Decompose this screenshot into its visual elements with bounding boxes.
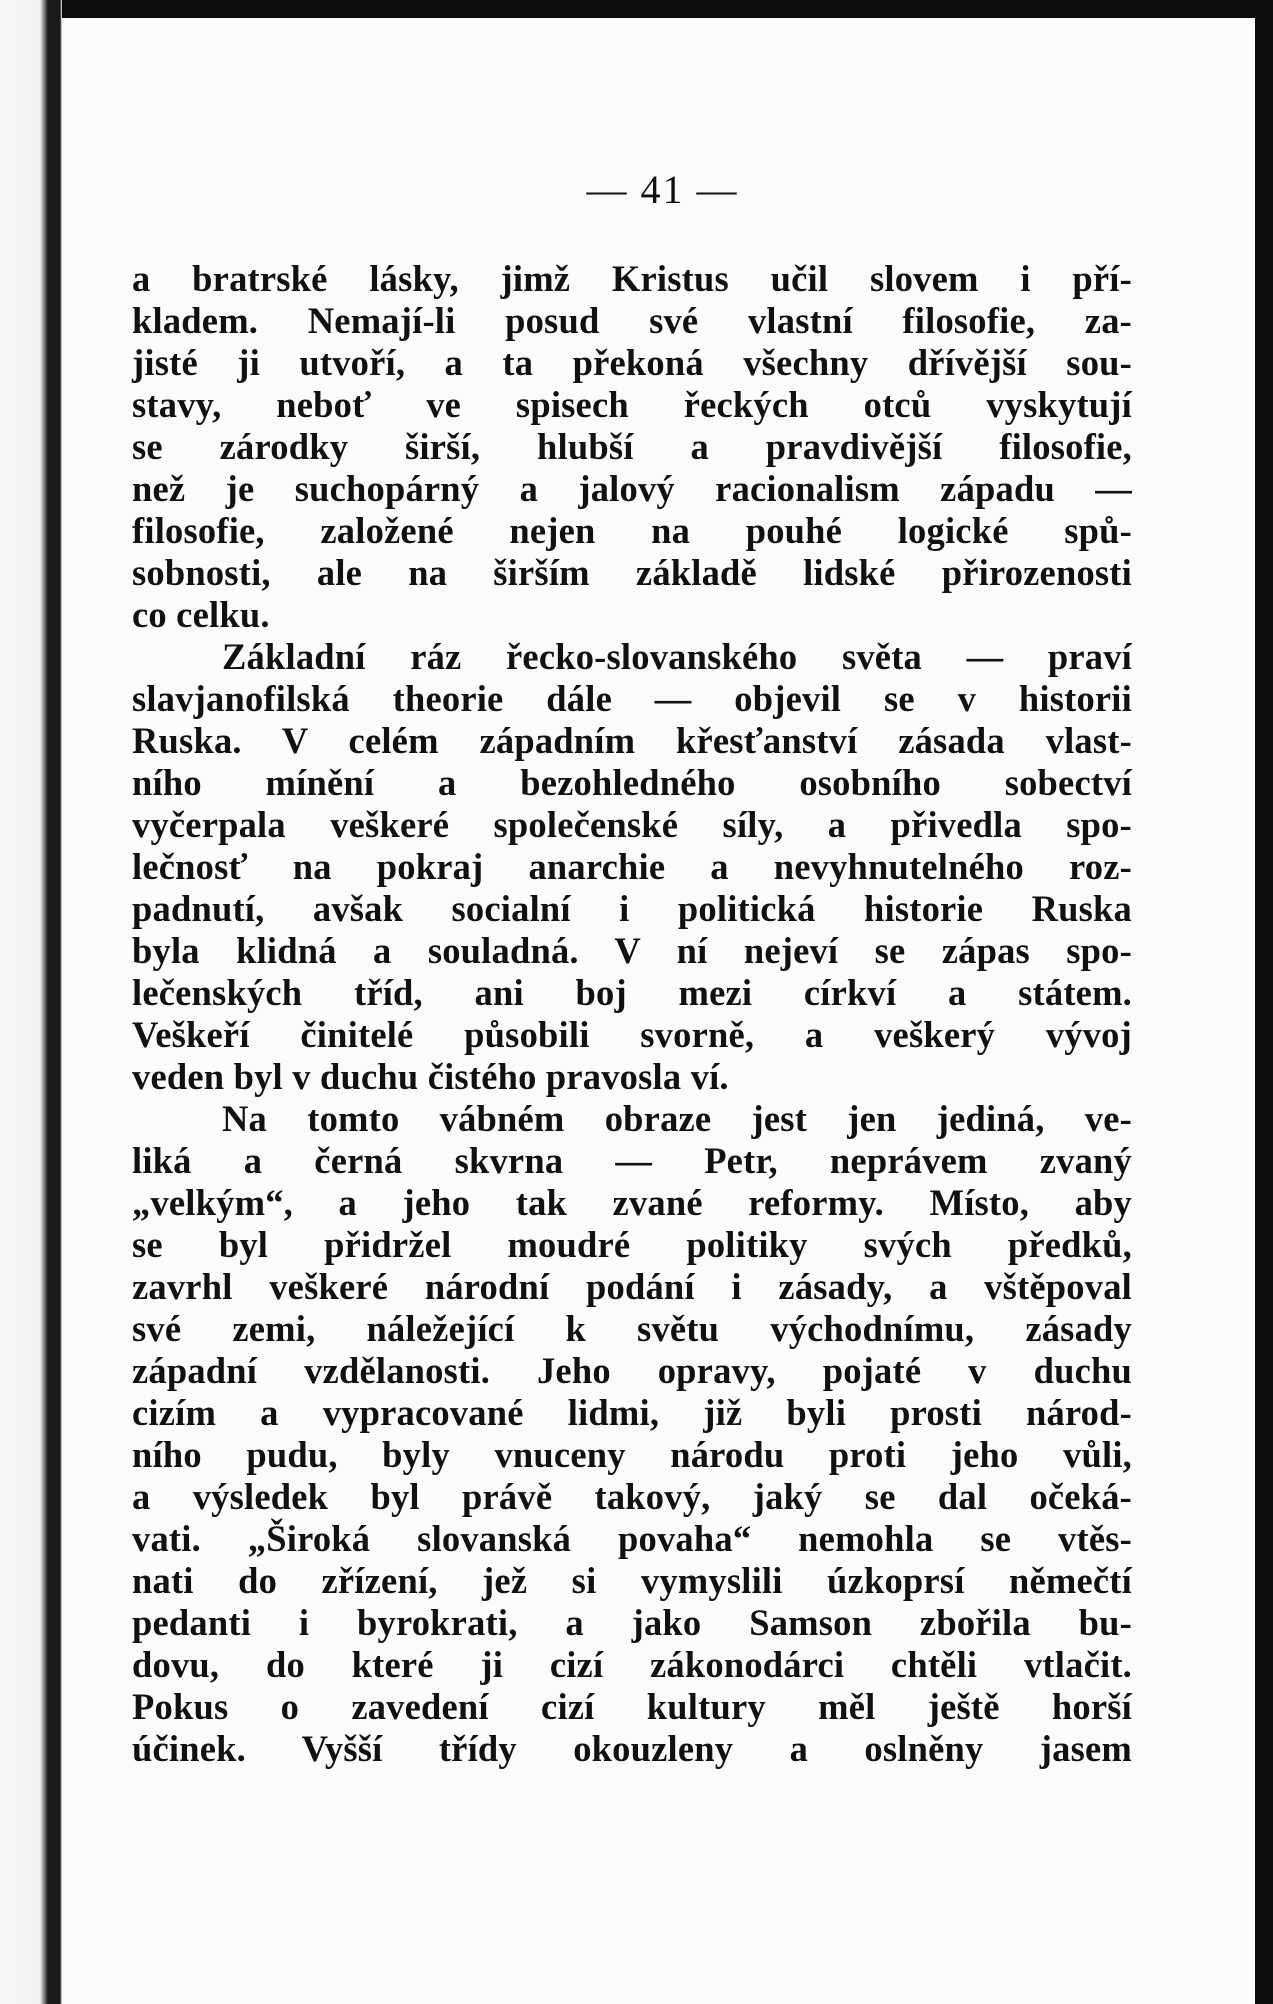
page-number: — 41 — xyxy=(586,167,739,212)
text-line: kladem. Nemají-li posud své vlastní filosofie, za- xyxy=(132,300,1132,341)
book-page xyxy=(62,18,1255,2004)
text-line: své zemi, náležející k světu východnímu, zásady xyxy=(132,1308,1132,1349)
text-line: lečnosť na pokraj anarchie a nevyhnutelného roz- xyxy=(132,846,1132,887)
text-line: vyčerpala veškeré společenské síly, a přivedla spo- xyxy=(132,804,1132,845)
paragraph-first-line: Na tomto vábném obraze jest jen jediná, ve- xyxy=(222,1098,1132,1139)
text-line: se byl přidržel moudré politiky svých předků, xyxy=(132,1224,1132,1265)
text-line: stavy, neboť ve spisech řeckých otců vyskytují xyxy=(132,384,1132,425)
text-line: „velkým“, a jeho tak zvané reformy. Místo, aby xyxy=(132,1182,1132,1223)
text-line: dovu, do které ji cizí zákonodárci chtěli vtlačit. xyxy=(132,1644,1132,1685)
text-line: Veškeří činitelé působili svorně, a veškerý vývoj xyxy=(132,1014,1132,1055)
text-line: než je suchopárný a jalový racionalism západu — xyxy=(132,468,1132,509)
text-line: filosofie, založené nejen na pouhé logické spů- xyxy=(132,510,1132,551)
text-line: byla klidná a souladná. V ní nejeví se zápas spo- xyxy=(132,930,1132,971)
scan-edge-top xyxy=(0,0,1273,18)
text-line: padnutí, avšak socialní i politická historie Ruska xyxy=(132,888,1132,929)
text-line: Pokus o zavedení cizí kultury měl ještě horší xyxy=(132,1686,1132,1727)
text-line: veden byl v duchu čistého pravosla ví. xyxy=(132,1056,729,1097)
text-line: co celku. xyxy=(132,594,270,635)
paragraph-first-line: Základní ráz řecko-slovanského světa — praví xyxy=(222,636,1132,677)
text-line: a bratrské lásky, jimž Kristus učil slovem i pří- xyxy=(132,258,1132,299)
text-line: ního mínění a bezohledného osobního sobectví xyxy=(132,762,1132,803)
text-line: západní vzdělanosti. Jeho opravy, pojaté v duchu xyxy=(132,1350,1132,1391)
text-line: vati. „Široká slovanská povaha“ nemohla se vtěs- xyxy=(132,1518,1132,1559)
text-line: slavjanofilská theorie dále — objevil se v historii xyxy=(132,678,1132,719)
text-line: liká a černá skvrna — Petr, neprávem zvaný xyxy=(132,1140,1132,1181)
text-line: účinek. Vyšší třídy okouzleny a oslněny jasem xyxy=(132,1728,1132,1769)
text-line: pedanti i byrokrati, a jako Samson zbořila bu- xyxy=(132,1602,1132,1643)
body-text xyxy=(132,258,1132,1770)
text-line: jisté ji utvoří, a ta překoná všechny dřívější sou- xyxy=(132,342,1132,383)
text-line: ního pudu, byly vnuceny národu proti jeho vůli, xyxy=(132,1434,1132,1475)
scan-edge-left xyxy=(0,0,62,2004)
text-line: a výsledek byl právě takový, jaký se dal očeká- xyxy=(132,1476,1132,1517)
text-line: se zárodky širší, hlubší a pravdivější filosofie, xyxy=(132,426,1132,467)
text-line: cizím a vypracované lidmi, již byli prosti národ- xyxy=(132,1392,1132,1433)
text-line: lečenských tříd, ani boj mezi církví a státem. xyxy=(132,972,1132,1013)
text-line: nati do zřízení, jež si vymyslili úzkoprsí němečtí xyxy=(132,1560,1132,1601)
text-line: Ruska. V celém západním křesťanství zásada vlast- xyxy=(132,720,1132,761)
text-line: sobnosti, ale na širším základě lidské přirozenosti xyxy=(132,552,1132,593)
text-line: zavrhl veškeré národní podání i zásady, a vštěpoval xyxy=(132,1266,1132,1307)
scan-edge-right xyxy=(1255,0,1273,2004)
